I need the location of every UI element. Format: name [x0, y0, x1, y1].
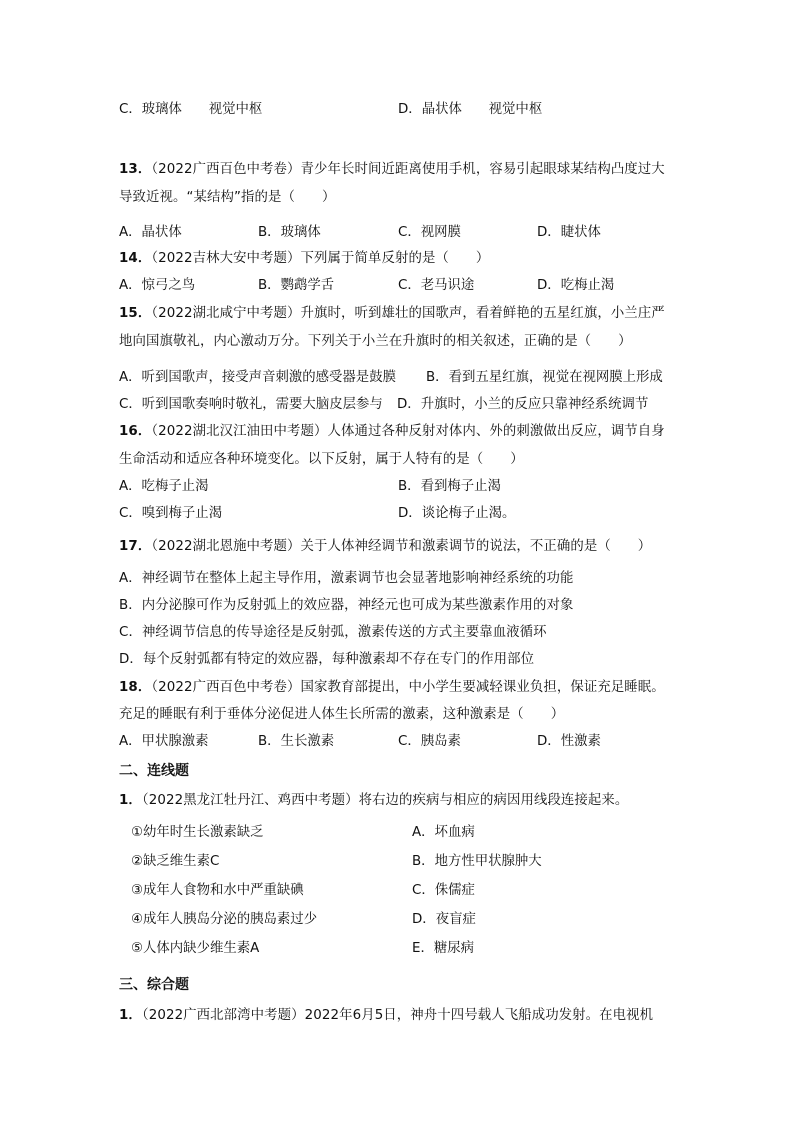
question-number: 13． — [119, 162, 152, 177]
question-number: 16． — [119, 424, 152, 439]
matching-left-item: ②缺乏维生素C — [131, 854, 220, 869]
question-text: 国家教育部提出，中小学生要减轻课业负担，保证充足睡眠。 — [300, 680, 665, 695]
q14-option-b: B．鹦鹉学舌 — [258, 278, 335, 293]
question-number: 18． — [119, 680, 152, 695]
question-text: 2022年6月5日，神舟十四号载人飞船成功发射。在电视机 — [304, 1008, 654, 1023]
q18-option-d: D．性激素 — [537, 734, 601, 749]
question-source: （2022广西百色中考卷） — [151, 680, 301, 695]
q18-stem-line2: 充足的睡眠有利于垂体分泌促进人体生长所需的激素，这种激素是（ ） — [119, 707, 565, 722]
q17-stem — [119, 538, 651, 556]
question-number: 1． — [119, 1008, 142, 1023]
q18-option-c: C．胰岛素 — [398, 734, 461, 749]
q17-option-c: C．神经调节信息的传导途径是反射弧，激素传送的方式主要靠血液循环 — [119, 625, 547, 640]
matching-right-item: A．坏血病 — [412, 825, 475, 840]
q16-option-c: C．嗅到梅子止渴 — [119, 506, 223, 521]
q16-option-d: D．谈论梅子止渴。 — [398, 506, 516, 521]
matching-right-item: C．侏儒症 — [412, 883, 475, 898]
matching-left-item: ⑤人体内缺少维生素A — [131, 941, 260, 956]
section-heading-matching: 二、连线题 — [119, 763, 189, 779]
q14-option-a: A．惊弓之鸟 — [119, 278, 196, 293]
question-number: 15． — [119, 306, 152, 321]
q15-option-d: D．升旗时，小兰的反应只靠神经系统调节 — [397, 397, 649, 412]
q12-option-c: C．玻璃体 视觉中枢 — [119, 102, 263, 117]
q16-option-a: A．吃梅子止渴 — [119, 479, 209, 494]
q13-option-a: A．晶状体 — [119, 225, 182, 240]
q14-option-d: D．吃梅止渴 — [537, 278, 615, 293]
question-source: （2022广西北部湾中考题） — [141, 1008, 305, 1023]
q15-stem-line1 — [119, 305, 665, 323]
q13-option-b: B．玻璃体 — [258, 225, 321, 240]
q13-option-d: D．睫状体 — [537, 225, 601, 240]
comprehensive-q1-stem — [119, 1007, 653, 1025]
section-heading-comprehensive: 三、综合题 — [119, 977, 189, 993]
question-number: 14． — [119, 251, 152, 266]
q17-option-d: D．每个反射弧都有特定的效应器，每种激素却不存在专门的作用部位 — [119, 652, 535, 667]
question-text: 将右边的疾病与相应的病因用线段连接起来。 — [358, 793, 629, 808]
q14-stem — [119, 250, 489, 268]
q15-option-c: C．听到国歌奏响时敬礼，需要大脑皮层参与 — [119, 397, 383, 412]
q14-option-c: C．老马识途 — [398, 278, 475, 293]
q18-option-b: B．生长激素 — [258, 734, 335, 749]
question-source: （2022湖北汉江油田中考题） — [151, 424, 328, 439]
question-source: （2022广西百色中考卷） — [151, 162, 301, 177]
matching-right-item: E．糖尿病 — [412, 941, 475, 956]
q13-stem-line2: 导致近视。“某结构”指的是（ ） — [119, 190, 336, 205]
q18-stem-line1 — [119, 679, 665, 697]
question-source: （2022吉林大安中考题） — [151, 251, 301, 266]
question-source: （2022湖北咸宁中考题） — [151, 306, 301, 321]
question-text: 关于人体神经调节和激素调节的说法，不正确的是（ ） — [300, 539, 652, 554]
matching-q1-stem — [119, 792, 628, 810]
matching-left-item: ①幼年时生长激素缺乏 — [131, 825, 264, 840]
question-text: 升旗时，听到雄壮的国歌声，看着鲜艳的五星红旗，小兰庄严 — [300, 306, 665, 321]
q16-stem-line2: 生命活动和适应各种环境变化。以下反射，属于人特有的是（ ） — [119, 452, 524, 467]
question-source: （2022湖北恩施中考题） — [151, 539, 301, 554]
q13-stem-line1 — [119, 161, 665, 179]
question-text: 青少年长时间近距离使用手机，容易引起眼球某结构凸度过大 — [300, 162, 665, 177]
q16-stem-line1 — [119, 423, 665, 441]
q13-option-c: C．视网膜 — [398, 225, 461, 240]
q16-option-b: B．看到梅子止渴 — [398, 479, 501, 494]
q17-option-b: B．内分泌腺可作为反射弧上的效应器，神经元也可成为某些激素作用的对象 — [119, 598, 574, 613]
q15-option-b: B．看到五星红旗，视觉在视网膜上形成 — [426, 370, 663, 385]
question-text: 人体通过各种反射对体内、外的刺激做出反应，调节自身 — [327, 424, 665, 439]
q17-option-a: A．神经调节在整体上起主导作用，激素调节也会显著地影响神经系统的功能 — [119, 571, 574, 586]
question-text: 下列属于简单反射的是（ ） — [300, 251, 490, 266]
matching-left-item: ④成年人胰岛分泌的胰岛素过少 — [131, 912, 318, 927]
question-number: 1． — [119, 793, 142, 808]
question-source: （2022黑龙江牡丹江、鸡西中考题） — [141, 793, 359, 808]
question-number: 17． — [119, 539, 152, 554]
q18-option-a: A．甲状腺激素 — [119, 734, 209, 749]
matching-right-item: B．地方性甲状腺肿大 — [412, 854, 542, 869]
q12-option-d: D．晶状体 视觉中枢 — [398, 102, 543, 117]
matching-right-item: D．夜盲症 — [412, 912, 476, 927]
q15-option-a: A．听到国歌声，接受声音刺激的感受器是鼓膜 — [119, 370, 396, 385]
matching-left-item: ③成年人食物和水中严重缺碘 — [131, 883, 304, 898]
q15-stem-line2: 地向国旗敬礼，内心激动万分。下列关于小兰在升旗时的相关叙述，正确的是（ ） — [119, 334, 632, 349]
